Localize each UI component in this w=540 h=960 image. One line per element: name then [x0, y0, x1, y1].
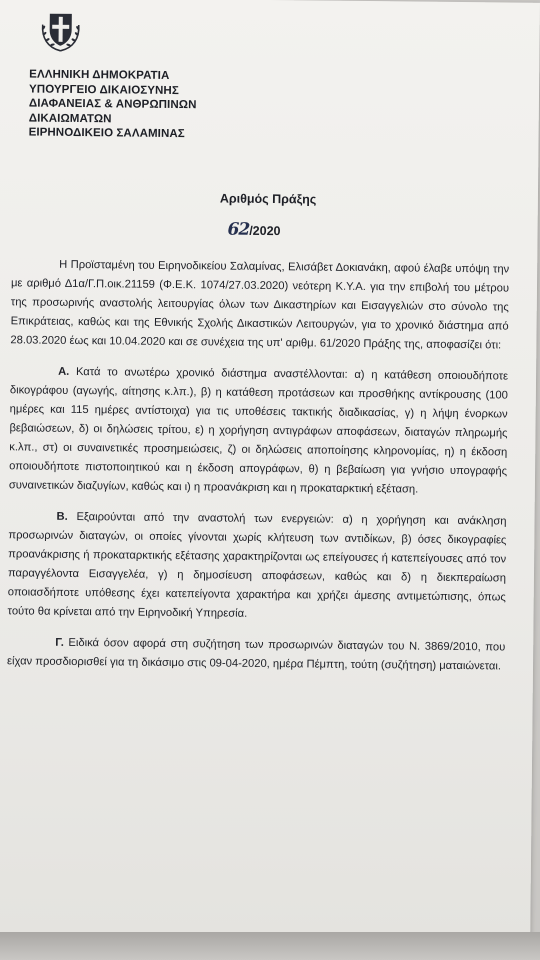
header-line-ministry: ΥΠΟΥΡΓΕΙΟ ΔΙΚΑΙΟΣΥΝΗΣ: [28, 82, 179, 97]
act-number-handwritten: 62: [227, 219, 250, 240]
section-a-paragraph: [9, 362, 508, 500]
issuing-authority-header: [29, 67, 197, 141]
section-b-paragraph: [7, 507, 506, 626]
section-a-label: Α.: [58, 365, 70, 378]
greek-coat-of-arms-icon: [37, 8, 83, 54]
act-number-title: Αριθμός Πράξης: [219, 191, 317, 207]
header-line-republic: ΕΛΛΗΝΙΚΗ ΔΗΜΟΚΡΑΤΙΑ: [29, 68, 170, 82]
section-c-paragraph: [7, 633, 505, 676]
act-number-year: /2020: [249, 223, 281, 239]
act-number: [227, 220, 280, 241]
section-b-text: Εξαιρούνται από την αναστολή των ενεργειών: α) η χορήγηση και ανάκληση προσωρινών διαταγών, οι οποίες γίνονται χωρίς κλήτευση των αντιδίκων, β) όσες δικογραφίες προανάκρισης ή προκαταρκτικής εξέτασης χαρακτηρίζονται ως επείγουσες ή κατεπείγουσες από τον παραγγέλοντα Εισαγγελέα, γ) η δημοσίευση αποφάσεων, καθώς και δ) η διεκπεραίωση οποιασδήποτε υπόθεσης έχει κατεπείγοντα χαρακτήρα και χρήζει άμεσης αντιμετώπισης, όπως τούτο θα κρίνεται από την Ειρηνοδική Υπηρεσία.: [7, 511, 507, 620]
section-b-label: Β.: [56, 510, 68, 523]
intro-paragraph: Η Προϊσταμένη του Ειρηνοδικείου Σαλαμίνας, Ελισάβετ Δοκιανάκη, αφού έλαβε υπόψη την με αριθμό Δ1α/Γ.Π.οικ.21159 (Φ.Ε.Κ. 1074/27.03.2020) νεότερη Κ.Υ.Α. για την επιβολή του μέτρου της προσωρινής αναστολής λειτουργίας όλων των Δικαστηρίων και Εισαγγελιών στο σύνολο της Επικράτειας, καθώς και της Εθνικής Σχολής Δικαστικών Λειτουργών, για το χρονικό διάστημα από 28.03.2020 έως και 10.04.2020 και σε συνέχεια της υπ' αριθμ. 61/2020 Πράξης της, αποφασίζει ότι:: [10, 258, 510, 352]
document-body: [7, 255, 509, 688]
section-c-label: Γ.: [55, 636, 64, 649]
header-line-court: ΕΙΡΗΝΟΔΙΚΕΙΟ ΣΑΛΑΜΙΝΑΣ: [28, 126, 185, 141]
section-a-text: Κατά το ανωτέρω χρονικό διάστημα αναστέλλονται: α) η κατάθεση οποιουδήποτε δικογράφου (αγωγής, αίτησης κ.λπ.), β) η κατάθεση προτάσεων και προσθήκης αντίκρουσης (100 ημέρες και 115 ημέρες αντίστοιχα) για τις υποθέσεις τακτικής διαδικασίας, γ) η λήψη ένορκων βεβαιώσεων, δ) οι δηλώσεις τρίτου, ε) η χορήγηση αντιγράφων αποφάσεων, διαταγών πληρωμής κ.λπ., στ) οι συναινετικές προσημειώσεις, ζ) οι δηλώσεις αποποίησης κληρονομίας, η) η έκδοση οποιουδήποτε πιστοποιητικού και η έκδοση απογράφων, θ) η βεβαίωση για γνήσιο υπογραφής συναινετικών διαζυγίων, καθώς και ι) η προανάκριση και η προκαταρκτική εξέταση.: [8, 365, 509, 496]
section-c-text: Ειδικά όσον αφορά στη συζήτηση των προσωρινών διαταγών του Ν. 3869/2010, που είχαν προσδιορισθεί για τη δικάσιμο στις 09-04-2020, ημέρα Πέμπτη, τούτη (συζήτηση) ματαιώνεται.: [6, 636, 506, 673]
header-line-rights: ΔΙΚΑΙΩΜΑΤΩΝ: [28, 111, 112, 125]
desk-shadow: [0, 932, 540, 960]
header-line-transparency: ΔΙΑΦΑΝΕΙΑΣ & ΑΝΘΡΩΠΙΝΩΝ: [28, 97, 197, 112]
